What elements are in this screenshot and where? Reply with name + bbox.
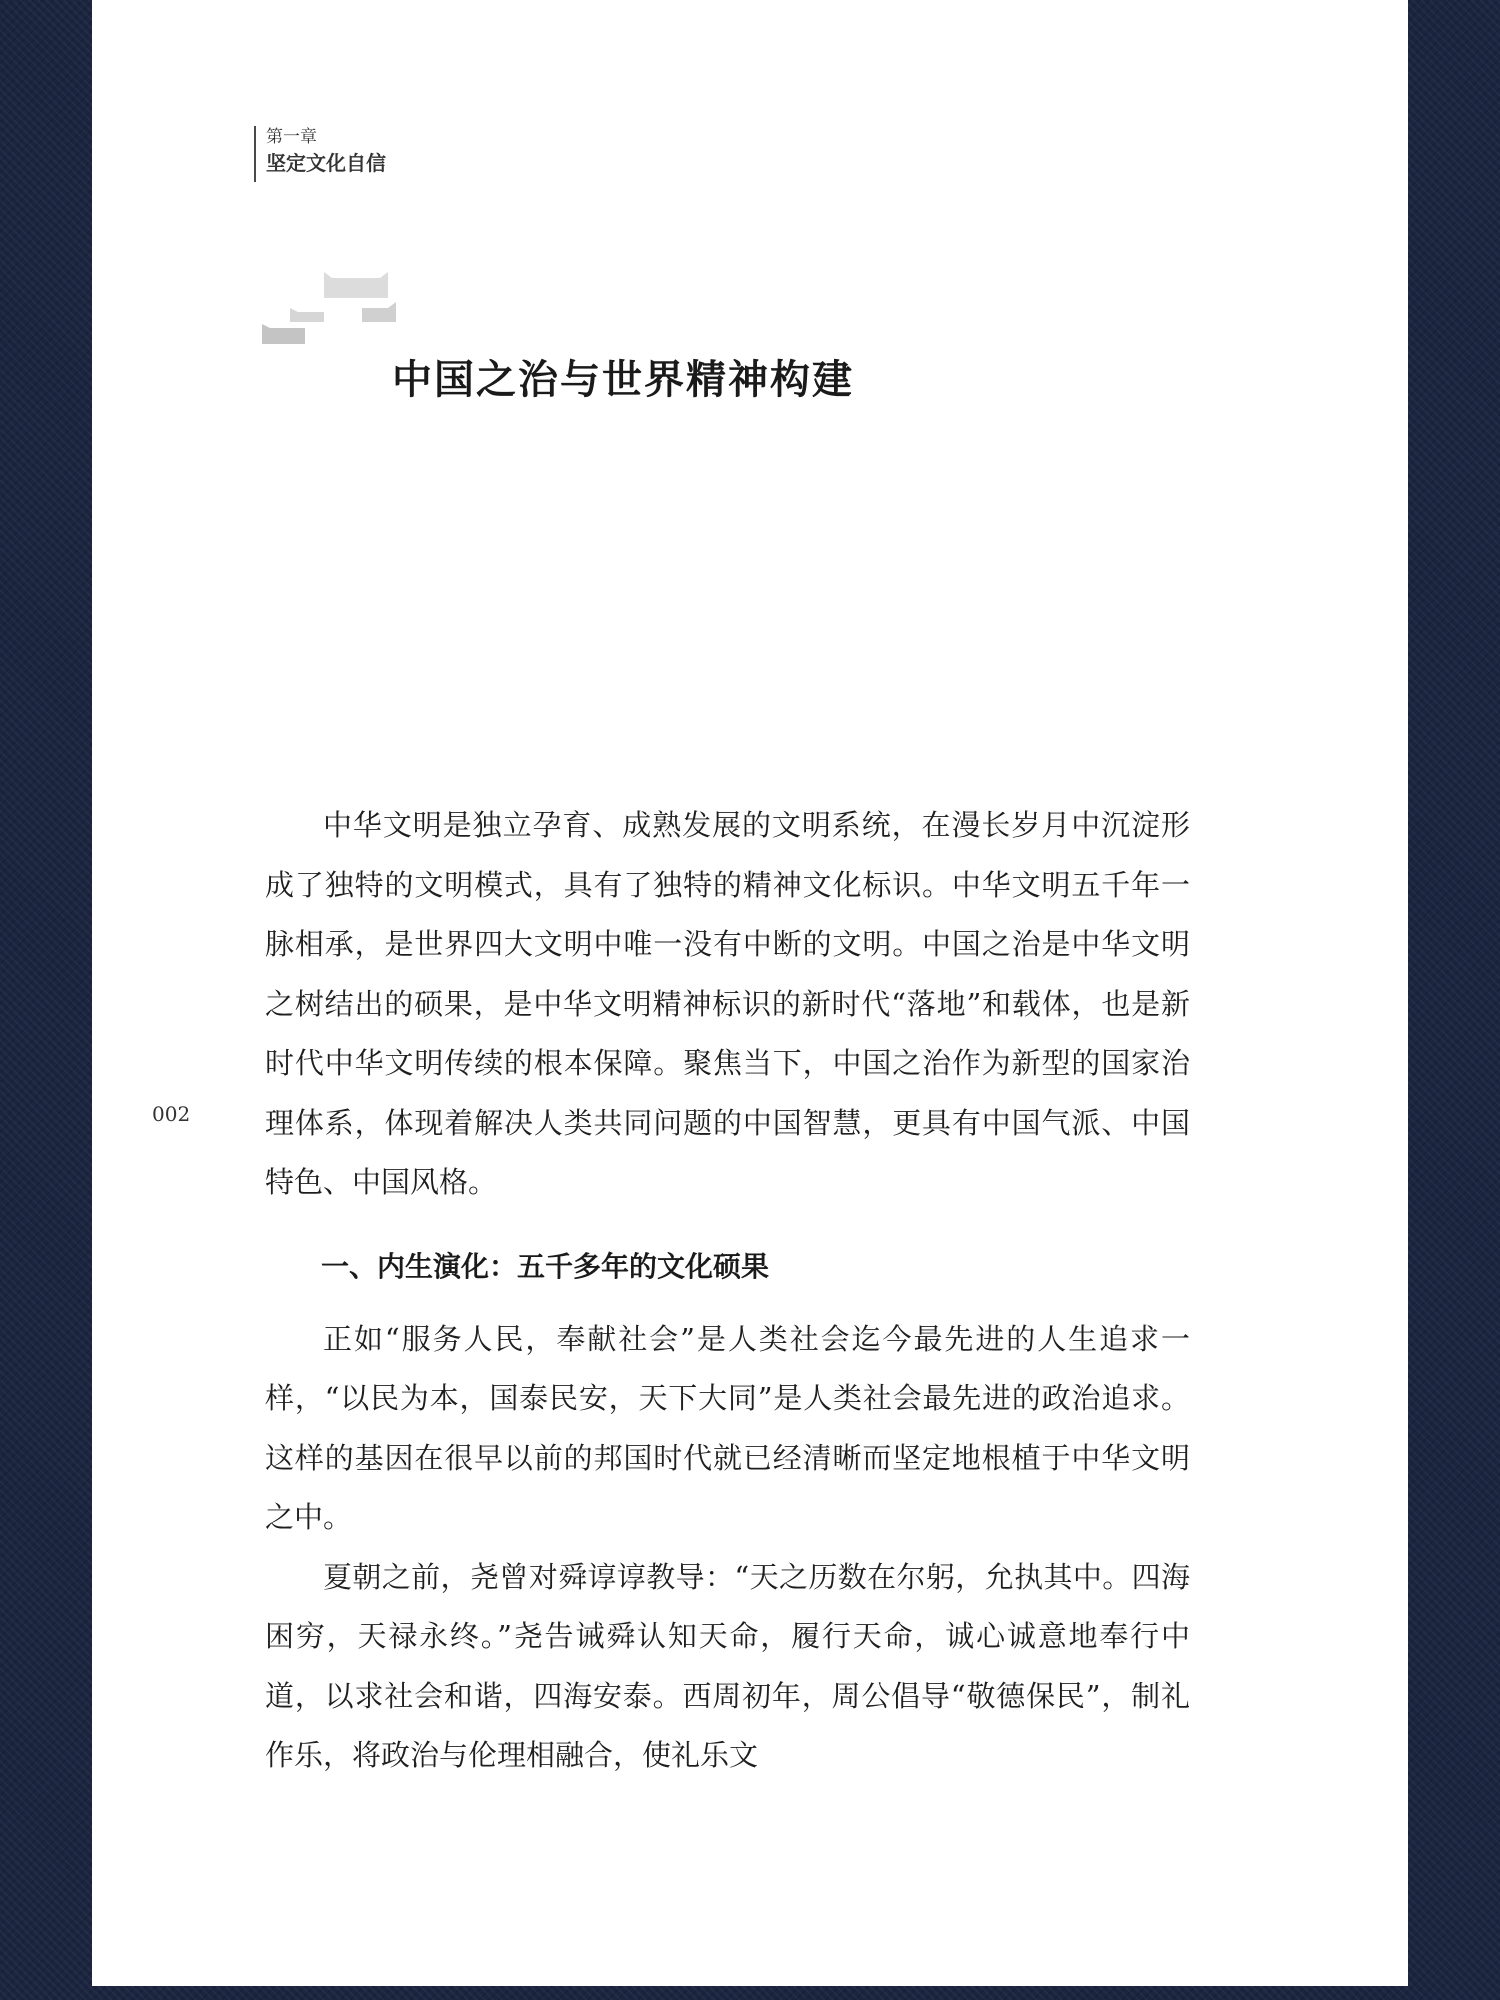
running-head-chapter: 第一章 bbox=[266, 127, 317, 147]
section-heading: 一、内生演化：五千多年的文化硕果 bbox=[321, 1249, 770, 1283]
section-paragraph: 夏朝之前，尧曾对舜谆谆教导：“天之历数在尔躬，允执其中。四海困穷，天禄永终。”尧告诫舜认知天命，履行天命，诚心诚意地奉行中道，以求社会和谐，四海安泰。西周初年，周公倡导“敬德保民”，制礼作乐，将政治与伦理相融合，使礼乐文 bbox=[265, 1559, 1190, 1772]
running-head-title: 坚定文化自信 bbox=[266, 151, 386, 175]
roof-eaves-icon bbox=[262, 272, 442, 356]
body-text bbox=[265, 796, 1190, 1786]
running-head bbox=[254, 126, 386, 182]
intro-paragraph: 中华文明是独立孕育、成熟发展的文明系统，在漫长岁月中沉淀形成了独特的文明模式，具有了独特的精神文化标识。中华文明五千年一脉相承，是世界四大文明中唯一没有中断的文明。中国之治是中华文明之树结出的硕果，是中华文明精神标识的新时代“落地”和载体，也是新时代中华文明传续的根本保障。聚焦当下，中国之治作为新型的国家治理体系，体现着解决人类共同问题的中国智慧，更具有中国气派、中国特色、中国风格。 bbox=[265, 808, 1190, 1199]
page-number: 002 bbox=[152, 1102, 191, 1126]
book-page bbox=[92, 0, 1408, 1986]
section-paragraph: 正如“服务人民，奉献社会”是人类社会迄今最先进的人生追求一样，“以民为本，国泰民安，天下大同”是人类社会最先进的政治追求。这样的基因在很早以前的邦国时代就已经清晰而坚定地根植于中华文明之中。 bbox=[265, 1321, 1190, 1534]
chapter-title: 中国之治与世界精神构建 bbox=[392, 356, 854, 403]
